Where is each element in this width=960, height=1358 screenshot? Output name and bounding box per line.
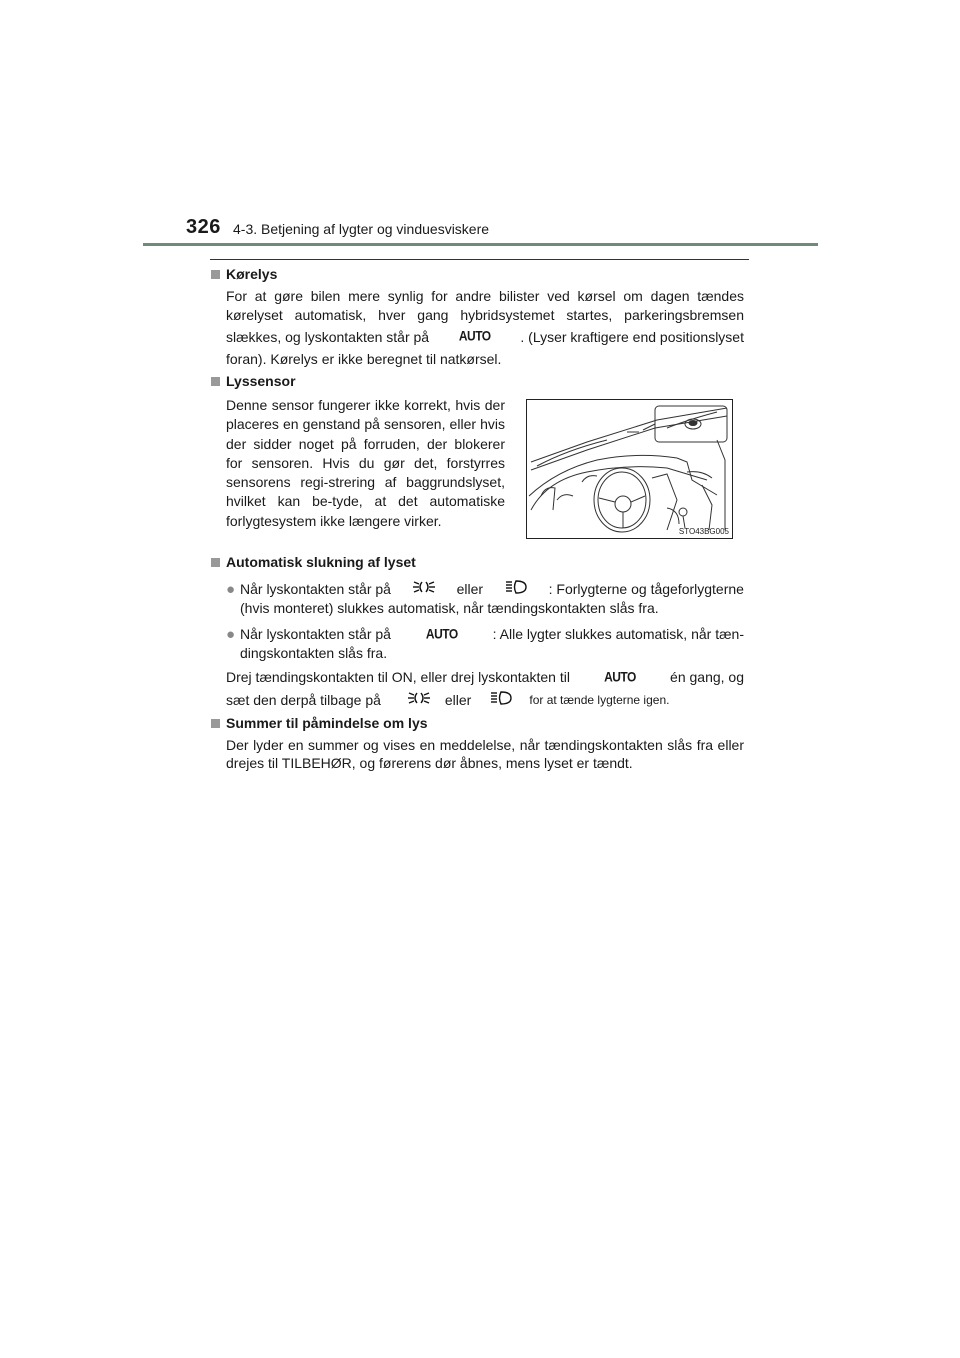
headlight-icon	[489, 690, 513, 709]
reactivate-line-1: Drej tændingskontakten til ON, eller drej lyskontakten til AUTO én gang, og	[226, 668, 744, 686]
square-bullet-icon	[211, 558, 220, 567]
header-rule	[143, 243, 818, 246]
reactivate-line-2: sæt den derpå tilbage på eller for at tænde lygterne igen.	[226, 691, 670, 708]
auto-icon: AUTO	[458, 327, 491, 344]
summer-text: Der lyder en summer og vises en meddelelse, når tændingskontakten slås fra eller drejes til TILBEHØR, og førerens dør åbnes, mens lyset er tændt.	[226, 737, 744, 771]
bullet-item-1: ● Når lyskontakten står på eller : Forlygterne og tågeforlygterne (hvis monteret) slukkes automatisk, når tændingskontakten slås fra.	[226, 581, 744, 616]
divider	[210, 259, 749, 260]
section-header: 4-3. Betjening af lygter og vinduesviskere	[233, 221, 490, 237]
heading-korelys: Kørelys	[211, 266, 277, 282]
korelys-line-3: slækkes, og lyskontakten står på AUTO . (Lyser kraftigere end positionslyset	[226, 327, 744, 345]
heading-summer: Summer til påmindelse om lys	[211, 715, 428, 731]
light-sensor-figure	[526, 399, 733, 539]
tail-light-icon	[407, 690, 431, 709]
bullet-dot-icon: ●	[226, 581, 236, 598]
korelys-line-4: foran). Kørelys er ikke beregnet til natkørsel.	[226, 351, 502, 367]
dashboard-illustration	[527, 400, 732, 538]
page-number: 326	[186, 216, 221, 238]
heading-lyssensor: Lyssensor	[211, 373, 296, 389]
square-bullet-icon	[211, 270, 220, 279]
lyssensor-text: Denne sensor fungerer ikke korrekt, hvis der placeres en genstand på sensoren, eller hvis der sidder noget på forruden, der blokerer for sensoren. Hvis du gør det, forstyrres sensorens regi-strering af baggrundslyset, hvilket kan be-tyde, at det automatiske forlygtesystem ikke længere virker.	[226, 397, 505, 529]
auto-icon: AUTO	[425, 625, 458, 642]
figure-code: STO43BG005	[678, 527, 729, 536]
bullet-dot-icon: ●	[226, 626, 236, 643]
korelys-line-2: kørelyset automatisk, hver gang hybridsystemet startes, parkeringsbremsen	[226, 307, 744, 323]
square-bullet-icon	[211, 719, 220, 728]
korelys-line-1: For at gøre bilen mere synlig for andre bilister ved kørsel om dagen tændes	[226, 288, 744, 304]
heading-automatisk-slukning: Automatisk slukning af lyset	[211, 554, 416, 570]
headlight-icon	[504, 579, 528, 600]
auto-icon: AUTO	[604, 668, 636, 686]
bullet-item-2: ● Når lyskontakten står på AUTO : Alle lygter slukkes automatisk, når tæn- dingskontakten slås fra.	[226, 625, 744, 663]
tail-light-icon	[412, 579, 436, 600]
square-bullet-icon	[211, 377, 220, 386]
